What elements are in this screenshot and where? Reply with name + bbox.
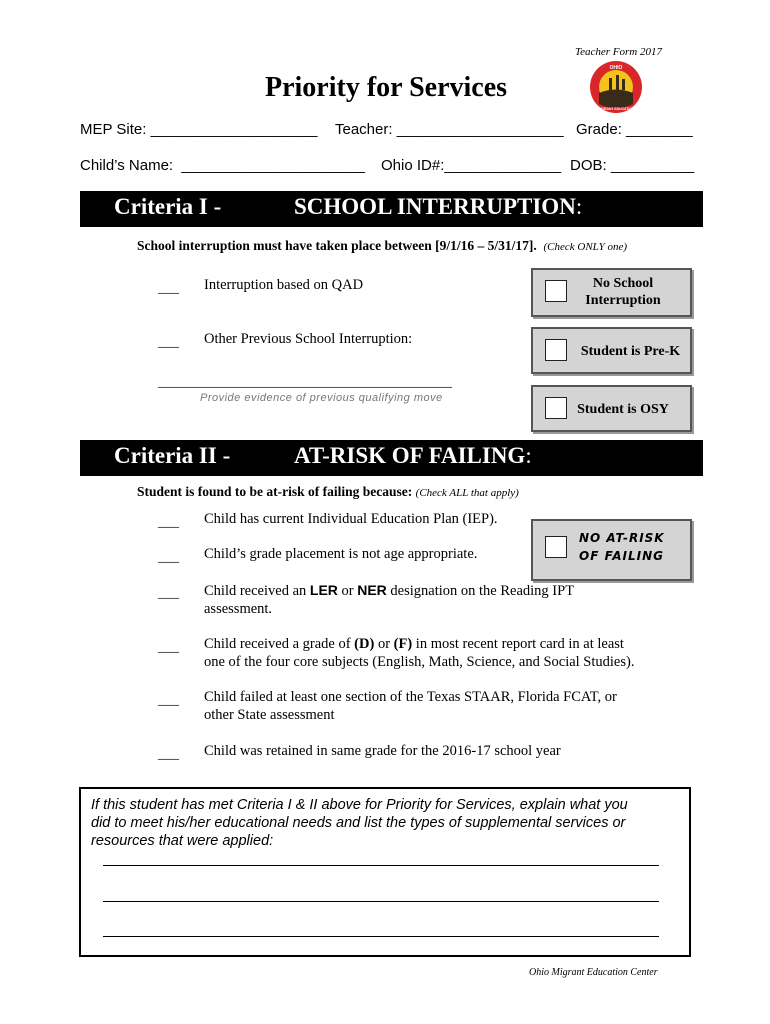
other-interruption-blank[interactable]: ___ (158, 335, 179, 350)
pre-k-label: Student is Pre-K (580, 344, 681, 359)
state-assessment-blank[interactable]: ___ (158, 693, 179, 708)
osy-checkbox[interactable] (545, 397, 567, 419)
evidence-caption: Provide evidence of previous qualifying move (200, 392, 443, 404)
no-at-risk-checkbox[interactable] (545, 536, 567, 558)
iep-blank[interactable]: ___ (158, 515, 179, 530)
logo-figure-1 (609, 78, 612, 90)
criteria-2-instruction: Student is found to be at-risk of failing because: (Check ALL that apply) (137, 484, 519, 499)
logo-graphic (589, 60, 643, 114)
pre-k-option[interactable] (531, 327, 692, 374)
criteria-2-heading: AT-RISK OF FAILING: (294, 443, 532, 468)
criteria-1-header (80, 191, 703, 227)
report-card-item: Child received a grade of (D) or (F) in most recent report card in at least one of the four core subjects (English, Math, Science, and Social Studies). (204, 636, 635, 670)
explanation-line-2[interactable] (103, 901, 659, 902)
criteria-2-header (80, 440, 703, 476)
grade-placement-item: Child’s grade placement is not age appropriate. (204, 546, 478, 562)
grade-placement-blank[interactable]: ___ (158, 550, 179, 565)
no-school-interruption-option[interactable] (531, 268, 692, 317)
state-assessment-item: Child failed at least one section of the Texas STAAR, Florida FCAT, or other State assessment (204, 689, 617, 723)
logo-field (599, 90, 633, 109)
other-interruption-item: Other Previous School Interruption: (204, 331, 413, 347)
no-school-interruption-label: No School Interruption (585, 276, 661, 308)
evidence-line[interactable]: __________________________________________ (158, 375, 452, 390)
iep-item: Child has current Individual Education Plan (IEP). (204, 511, 498, 527)
explanation-box (79, 787, 691, 957)
logo-figure-3 (622, 79, 625, 90)
dob-field[interactable]: DOB: __________ (570, 157, 695, 174)
logo-figure-2 (616, 75, 619, 90)
logo-top-text: OHIO (609, 65, 623, 71)
mep-site-field[interactable]: MEP Site: ____________________ (80, 121, 318, 138)
form-label: Teacher Form 2017 (575, 46, 662, 58)
explanation-line-1[interactable] (103, 865, 659, 866)
footer-text: Ohio Migrant Education Center (529, 967, 658, 978)
logo-bottom-text: MIGRANT EDUCATION (597, 107, 635, 111)
ohio-id-field[interactable]: Ohio ID#:______________ (381, 157, 562, 174)
report-card-blank[interactable]: ___ (158, 640, 179, 655)
reading-ipt-blank[interactable]: ___ (158, 586, 179, 601)
osy-label: Student is OSY (577, 402, 669, 417)
retained-item: Child was retained in same grade for the 2016-17 school year (204, 743, 561, 759)
criteria-1-instruction: School interruption must have taken place between [9/1/16 – 5/31/17]. (Check ONLY one) (137, 238, 627, 253)
no-school-interruption-checkbox[interactable] (545, 280, 567, 302)
no-at-risk-label: NO AT-RISK OF FAILING (579, 531, 665, 563)
ohio-migrant-education-logo-icon (589, 60, 643, 114)
childs-name-field[interactable]: Child’s Name: ______________________ (80, 157, 365, 174)
osy-option[interactable] (531, 385, 692, 432)
qad-blank[interactable]: ___ (158, 281, 179, 296)
explanation-question: If this student has met Criteria I & II above for Priority for Services, explain what you did to meet his/her educational needs and list the types of supplemental services or resources that were applied: (91, 797, 628, 849)
criteria-2-label: Criteria II - (114, 443, 231, 468)
criteria-1-label: Criteria I - (114, 194, 222, 219)
no-at-risk-option[interactable] (531, 519, 692, 581)
grade-field[interactable]: Grade: ________ (576, 121, 693, 138)
retained-blank[interactable]: ___ (158, 747, 179, 762)
pre-k-checkbox[interactable] (545, 339, 567, 361)
qad-item: Interruption based on QAD (204, 277, 364, 293)
criteria-1-heading: SCHOOL INTERRUPTION: (294, 194, 583, 219)
explanation-line-3[interactable] (103, 936, 659, 937)
page-title: Priority for Services (265, 72, 508, 103)
teacher-field[interactable]: Teacher: ____________________ (335, 121, 564, 138)
reading-ipt-item: Child received an LER or NER designation on the Reading IPT assessment. (204, 582, 575, 617)
